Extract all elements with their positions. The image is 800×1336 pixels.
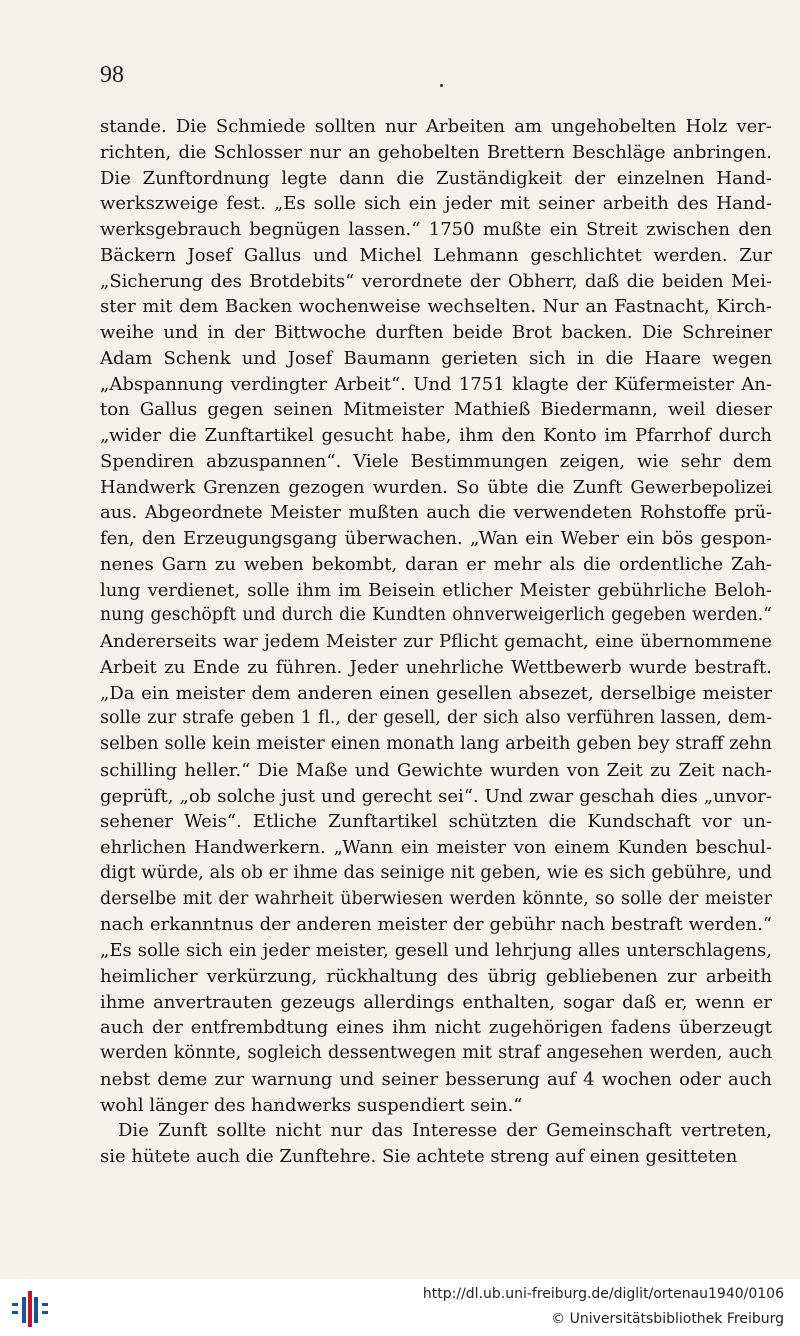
- text-line: Spendiren abzuspannen“. Viele Bestimmungen zeigen, wie sehr dem: [100, 450, 772, 472]
- text-line: „Abspannung verdingter Arbeit“. Und 1751 klagte der Küfermeister An-: [100, 373, 772, 395]
- body-text: [100, 114, 772, 1170]
- text-line: lung verdienet, solle ihm im Beisein etlicher Meister gebührliche Beloh-: [100, 579, 772, 601]
- text-line: aus. Abgeordnete Meister mußten auch die verwendeten Rohstoffe prü-: [100, 502, 772, 524]
- text-line: auch der entfrembdtung eines ihm nicht zugehörigen fadens überzeugt: [100, 1017, 772, 1039]
- text-line: nebst deme zur warnung und seiner besserung auf 4 wochen oder auch: [100, 1068, 772, 1090]
- text-line: sehener Weis“. Etliche Zunftartikel schützten die Kundschaft vor un-: [100, 811, 772, 833]
- text-line: ehrlichen Handwerkern. „Wann ein meister von einem Kunden beschul-: [100, 837, 772, 858]
- text-line: digt würde, als ob er ihme das seinige nit geben, wie es sich gebühre, und: [100, 862, 772, 883]
- text-line: sie hütete auch die Zunftehre. Sie achtete streng auf einen gesitteten: [100, 1146, 738, 1167]
- library-logo-icon: [8, 1287, 52, 1331]
- text-line: „Sicherung des Brotdebits“ verordnete der Obherr, daß die beiden Mei-: [100, 270, 772, 292]
- text-line: Die Zunft sollte nicht nur das Interesse der Gemeinschaft vertreten,: [118, 1120, 772, 1142]
- footer-bar: [0, 1279, 800, 1336]
- text-line: ster mit dem Backen wochenweise wechselten. Nur an Fastnacht, Kirch-: [100, 296, 772, 318]
- text-line: solle zur strafe geben 1 fl., der gesell, der sich also verführen lassen, dem-: [100, 708, 772, 729]
- text-line: ton Gallus gegen seinen Mitmeister Mathieß Biedermann, weil dieser: [100, 399, 772, 421]
- text-line: nung geschöpft und durch die Kundten ohnverweigerlich gegeben werden.“: [100, 605, 772, 626]
- text-line: Die Zunftordnung legte dann die Zuständigkeit der einzelnen Hand-: [100, 167, 772, 189]
- text-line: Arbeit zu Ende zu führen. Jeder unehrliche Wettbewerb wurde bestraft.: [100, 656, 772, 678]
- text-line: werkszweige fest. „Es solle sich ein jeder mit seiner arbeith des Hand-: [100, 193, 772, 215]
- text-line: heimlicher verkürzung, rückhaltung des übrig gebliebenen zur arbeith: [100, 965, 772, 987]
- source-link[interactable]: http://dl.ub.uni-freiburg.de/diglit/ortenau1940/0106: [422, 1286, 784, 1302]
- text-line: Bäckern Josef Gallus und Michel Lehmann geschlichtet werden. Zur: [100, 244, 772, 266]
- text-line: Adam Schenk und Josef Baumann gerieten sich in die Haare wegen: [100, 347, 772, 369]
- text-line: richten, die Schlosser nur an gehobelten Brettern Beschläge anbringen.: [100, 141, 772, 163]
- text-line: derselbe mit der wahrheit überwiesen werden könnte, so solle der meister: [100, 888, 772, 909]
- text-line: schilling heller.“ Die Maße und Gewichte wurden von Zeit zu Zeit nach-: [100, 759, 772, 781]
- text-line: werden könnte, sogleich dessentwegen mit straf angesehen werden, auch: [100, 1043, 772, 1063]
- text-line: Handwerk Grenzen gezogen wurden. So übte die Zunft Gewerbepolizei: [100, 476, 772, 498]
- text-line: „Es solle sich ein jeder meister, gesell und lehrjung alles unterschlagens,: [100, 940, 772, 961]
- text-line: werksgebrauch begnügen lassen.“ 1750 mußte ein Streit zwischen den: [100, 219, 772, 240]
- text-line: nenes Garn zu weben bekombt, daran er mehr als die ordentliche Zah-: [100, 553, 772, 575]
- text-line: stande. Die Schmiede sollten nur Arbeiten am ungehobelten Holz ver-: [100, 116, 772, 137]
- speck-mark: [440, 84, 443, 87]
- text-line: fen, den Erzeugungsgang überwachen. „Wan ein Weber ein bös gespon-: [100, 528, 772, 549]
- page-number: 98: [100, 62, 124, 88]
- text-line: „Da ein meister dem anderen einen gesellen absezet, derselbige meister: [100, 682, 772, 704]
- text-line: Andererseits war jedem Meister zur Pflicht gemacht, eine übernommene: [100, 631, 772, 652]
- text-line: selben solle kein meister einen monath lang arbeith geben bey straff zehn: [100, 734, 772, 754]
- copyright-notice: © Universitätsbibliothek Freiburg: [551, 1311, 784, 1327]
- text-line: weihe und in der Bittwoche durften beide Brot backen. Die Schreiner: [100, 322, 772, 343]
- text-line: geprüft, „ob solche just und gerecht sei“. Und zwar geschah dies „unvor-: [100, 785, 772, 807]
- text-line: wohl länger des handwerks suspendiert sein.“: [100, 1094, 523, 1116]
- text-line: „wider die Zunftartikel gesucht habe, ihm den Konto im Pfarrhof durch: [100, 425, 772, 446]
- text-line: nach erkanntnus der anderen meister der gebühr nach bestraft werden.“: [100, 914, 772, 936]
- text-line: ihme anvertrauten gezeugs allerdings enthalten, sogar daß er, wenn er: [100, 991, 772, 1013]
